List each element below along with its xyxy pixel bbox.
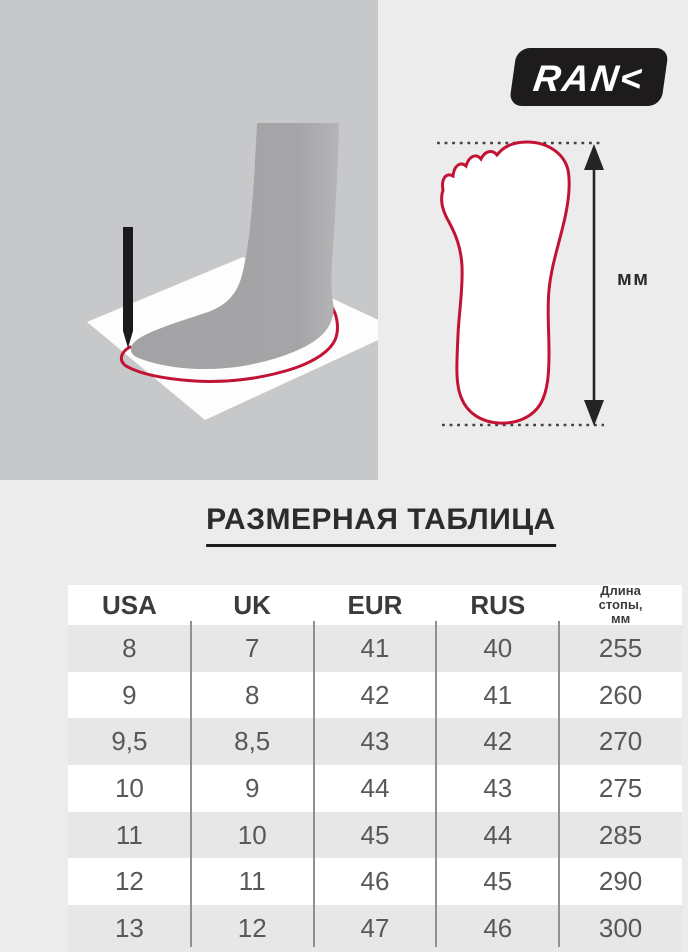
header-foot-length-line: Длина <box>600 583 641 598</box>
table-row <box>68 765 682 812</box>
header-foot-length-line: стопы, <box>598 597 643 612</box>
cell-rus: 42 <box>483 726 513 757</box>
cell-uk: 9 <box>244 772 260 803</box>
cell-usa: 12 <box>114 866 144 897</box>
foot-silhouette-shape <box>131 123 339 369</box>
cell-foot-length: 285 <box>598 819 643 850</box>
header-eur: EUR <box>347 589 403 620</box>
cell-rus: 41 <box>483 679 513 710</box>
arrow-up-icon <box>584 144 604 170</box>
cell-usa: 9,5 <box>111 726 148 757</box>
table-row <box>68 718 682 765</box>
cell-usa: 8 <box>122 632 137 663</box>
cell-rus: 44 <box>483 819 513 850</box>
cell-rus: 40 <box>483 632 513 663</box>
cell-usa: 9 <box>122 679 137 710</box>
header-usa: USA <box>101 589 157 620</box>
cell-usa: 11 <box>115 819 143 850</box>
cell-eur: 46 <box>360 866 390 897</box>
foot-tracing-graphic <box>0 0 378 480</box>
header-uk: UK <box>233 589 271 620</box>
cell-rus: 43 <box>483 772 513 803</box>
size-table <box>68 585 682 952</box>
header-rus: RUS <box>470 589 526 620</box>
header-foot-length <box>559 585 682 625</box>
cell-uk: 8 <box>244 679 260 710</box>
brand-logo <box>503 46 673 110</box>
table-row <box>68 672 682 719</box>
cell-uk: 12 <box>237 912 267 943</box>
table-row <box>68 625 682 672</box>
logo-text: RAN< <box>531 57 647 99</box>
cell-eur: 42 <box>360 679 390 710</box>
table-row <box>68 858 682 905</box>
cell-usa: 10 <box>114 772 144 803</box>
cell-foot-length: 290 <box>598 866 643 897</box>
column-divider <box>435 621 437 947</box>
brand-logo-graphic <box>503 46 673 110</box>
arrow-down-icon <box>584 400 604 426</box>
mm-unit-label: мм <box>617 268 650 290</box>
foot-outline-shape <box>442 142 570 423</box>
cell-foot-length: 255 <box>598 632 643 663</box>
page-title: РАЗМЕРНАЯ ТАБЛИЦА <box>206 503 556 547</box>
cell-eur: 43 <box>360 726 390 757</box>
cell-foot-length: 275 <box>598 772 643 803</box>
cell-rus: 46 <box>483 912 513 943</box>
header-foot-length-line: мм <box>610 611 631 626</box>
cell-rus: 45 <box>483 866 513 897</box>
column-divider <box>558 621 560 947</box>
cell-eur: 47 <box>360 912 390 943</box>
cell-uk: 7 <box>244 632 260 663</box>
column-divider <box>190 621 192 947</box>
foot-length-diagram <box>420 128 688 438</box>
table-row <box>68 812 682 859</box>
table-header-row <box>68 585 682 625</box>
cell-uk: 11 <box>238 866 266 897</box>
cell-eur: 41 <box>360 632 390 663</box>
cell-eur: 45 <box>360 819 390 850</box>
cell-usa: 13 <box>114 912 144 943</box>
cell-foot-length: 260 <box>598 679 643 710</box>
cell-uk: 10 <box>237 819 267 850</box>
table-row <box>68 905 682 952</box>
cell-foot-length: 300 <box>598 912 643 943</box>
cell-eur: 44 <box>360 772 390 803</box>
cell-foot-length: 270 <box>598 726 643 757</box>
foot-measurement-illustration <box>0 0 378 480</box>
cell-uk: 8,5 <box>234 726 271 757</box>
column-divider <box>313 621 315 947</box>
pencil-icon <box>123 227 133 348</box>
